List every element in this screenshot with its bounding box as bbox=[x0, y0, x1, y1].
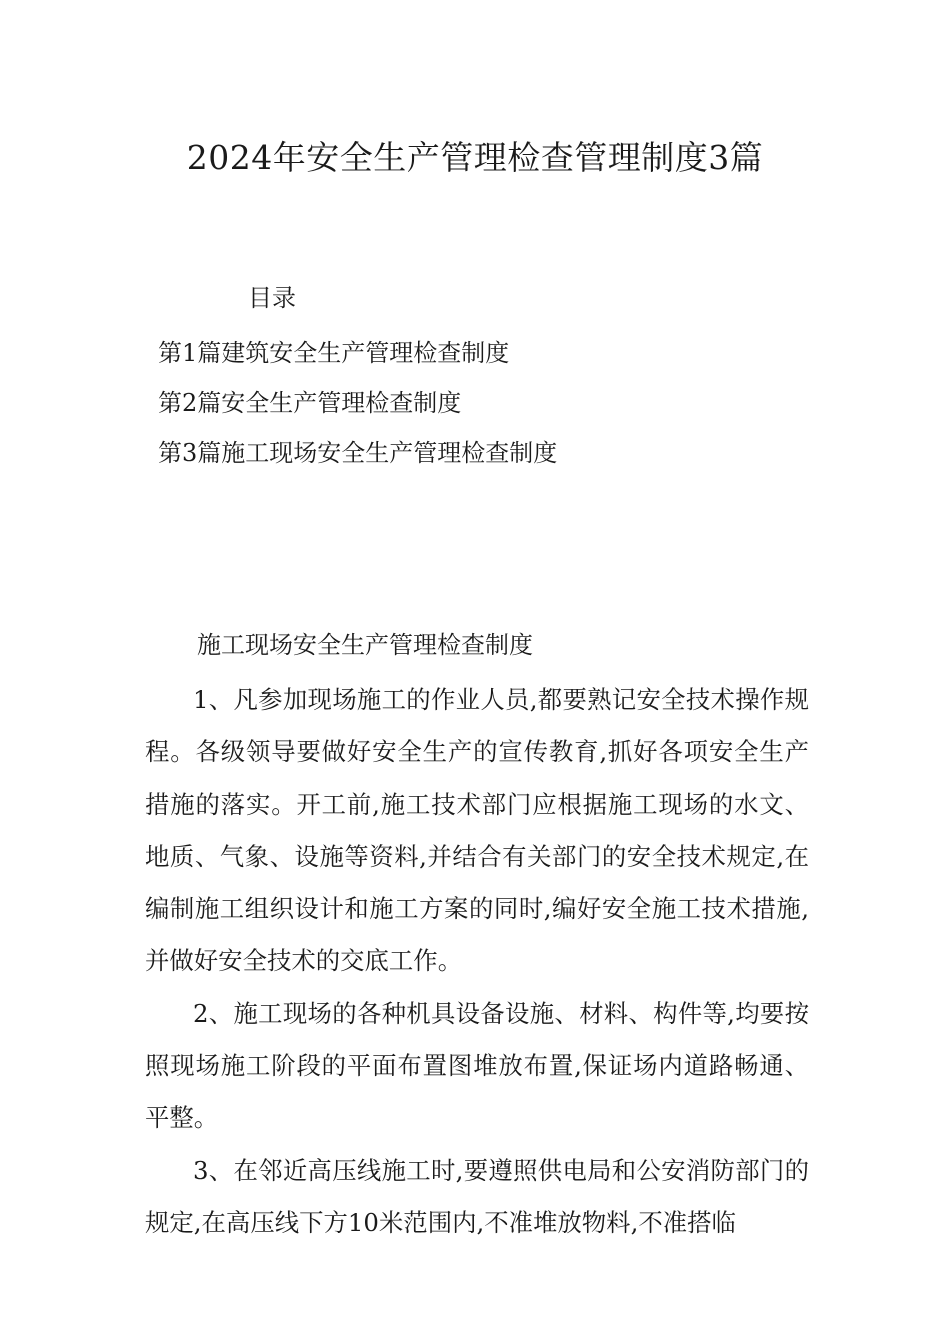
section-title: 施工现场安全生产管理检查制度 bbox=[197, 631, 533, 659]
paragraph-3: 3、在邻近高压线施工时,要遵照供电局和公安消防部门的规定,在高压线下方10米范围内,不准堆放物料,不准搭临 bbox=[145, 1155, 809, 1237]
paragraph-1: 1、凡参加现场施工的作业人员,都要熟记安全技术操作规程。各级领导要做好安全生产的宣传教育,抓好各项安全生产措施的落实。开工前,施工技术部门应根据施工现场的水文、地质、气象、设施等资料,并结合有关部门的安全技术规定,在编制施工组织设计和施工方案的同时,编好安全施工技术措施,并做好安全技术的交底工作。 bbox=[145, 685, 809, 976]
toc-item-3: 第3篇施工现场安全生产管理检查制度 bbox=[158, 439, 558, 467]
document-title: 2024年安全生产管理检查管理制度3篇 bbox=[186, 138, 764, 177]
section-body bbox=[145, 674, 809, 1249]
paragraph-2: 2、施工现场的各种机具设备设施、材料、构件等,均要按照现场施工阶段的平面布置图堆放布置,保证场内道路畅通、平整。 bbox=[145, 998, 809, 1133]
toc-heading: 目录 bbox=[248, 284, 296, 312]
toc-item-2: 第2篇安全生产管理检查制度 bbox=[158, 389, 462, 417]
table-of-contents bbox=[158, 328, 557, 478]
toc-item-1: 第1篇建筑安全生产管理检查制度 bbox=[158, 339, 510, 367]
